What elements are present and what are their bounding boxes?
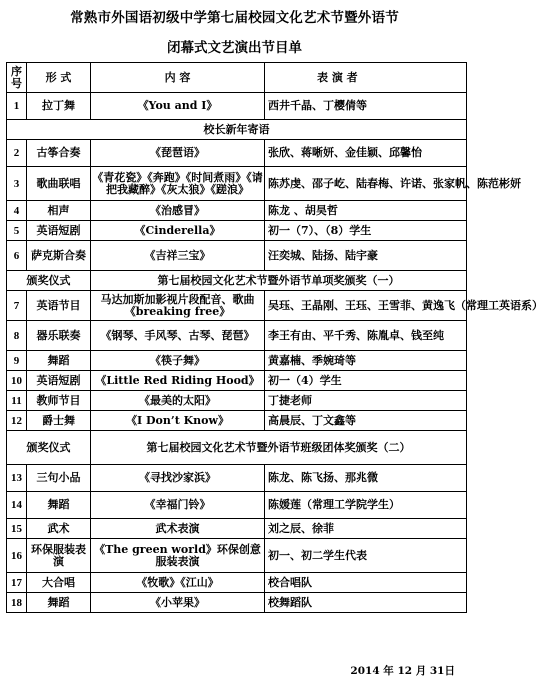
table-row (7, 167, 467, 201)
table-row (7, 221, 467, 241)
document-title: 常熟市外国语初级中学第七届校园文化艺术节暨外语节 (70, 10, 399, 26)
cell-form: 拉丁舞 (27, 93, 91, 120)
table-row (7, 371, 467, 391)
cell-content: 武术表演 (91, 519, 265, 539)
cell-content: 《寻找沙家浜》 (91, 465, 265, 492)
cell-form: 舞蹈 (27, 351, 91, 371)
award-form: 颁奖仪式 (7, 271, 91, 291)
cell-performer: 丁捷老师 (265, 391, 467, 411)
cell-number: 13 (7, 465, 27, 492)
cell-content: 《Little Red Riding Hood》 (91, 371, 265, 391)
cell-performer: 高晨辰、丁文鑫等 (265, 411, 467, 431)
cell-performer: 校舞蹈队 (265, 593, 467, 613)
cell-form: 萨克斯合奏 (27, 241, 91, 271)
cell-form: 三句小品 (27, 465, 91, 492)
cell-content: 《最美的太阳》 (91, 391, 265, 411)
cell-content: 《小苹果》 (91, 593, 265, 613)
cell-form: 舞蹈 (27, 593, 91, 613)
cell-number: 15 (7, 519, 27, 539)
cell-form: 环保服装表演 (27, 539, 91, 573)
award-description: 第七届校园文化艺术节暨外语节单项奖颁奖（一） (91, 271, 467, 291)
header-form: 形 式 (27, 63, 91, 93)
table-row (7, 291, 467, 321)
cell-content: 《Cinderella》 (91, 221, 265, 241)
cell-performer: 刘之辰、徐菲 (265, 519, 467, 539)
cell-content: 《You and I》 (91, 93, 265, 120)
cell-form: 歌曲联唱 (27, 167, 91, 201)
section-label: 校长新年寄语 (7, 120, 467, 140)
section-row (7, 120, 467, 140)
cell-content: 《钢琴、手风琴、古琴、琵琶》 (91, 321, 265, 351)
cell-performer: 陈龙 、胡昊哲 (265, 201, 467, 221)
cell-performer: 李王有由、平千秀、陈胤卓、钱至纯 (265, 321, 467, 351)
cell-number: 2 (7, 140, 27, 167)
cell-number: 10 (7, 371, 27, 391)
cell-content: 马达加斯加影视片段配音、歌曲《breaking free》 (91, 291, 265, 321)
table-row (7, 391, 467, 411)
cell-form: 大合唱 (27, 573, 91, 593)
cell-form: 舞蹈 (27, 492, 91, 519)
cell-form: 器乐联奏 (27, 321, 91, 351)
cell-form: 武术 (27, 519, 91, 539)
cell-content: 《筷子舞》 (91, 351, 265, 371)
cell-content: 《幸福门铃》 (91, 492, 265, 519)
table-row (7, 593, 467, 613)
header-performer: 表 演 者 (265, 63, 467, 93)
cell-performer: 校合唱队 (265, 573, 467, 593)
award-row (7, 431, 467, 465)
cell-form: 英语节目 (27, 291, 91, 321)
program-date: 2014 年 12 月 31日 (350, 665, 455, 677)
cell-form: 爵士舞 (27, 411, 91, 431)
cell-form: 古筝合奏 (27, 140, 91, 167)
cell-content: 《琵琶语》 (91, 140, 265, 167)
cell-performer: 初一（4）学生 (265, 371, 467, 391)
cell-form: 教师节目 (27, 391, 91, 411)
cell-performer: 吴珏、王晶刚、王珏、王雪菲、黄逸飞（常理工英语系） (265, 291, 467, 321)
cell-performer: 黄嘉楠、季婉琦等 (265, 351, 467, 371)
cell-content: 《牧歌》《江山》 (91, 573, 265, 593)
header-content: 内 容 (91, 63, 265, 93)
cell-form: 相声 (27, 201, 91, 221)
table-row (7, 539, 467, 573)
cell-number: 11 (7, 391, 27, 411)
cell-number: 5 (7, 221, 27, 241)
cell-number: 9 (7, 351, 27, 371)
cell-number: 12 (7, 411, 27, 431)
cell-number: 16 (7, 539, 27, 573)
table-row (7, 201, 467, 221)
document-subtitle: 闭幕式文艺演出节目单 (167, 40, 302, 56)
cell-number: 18 (7, 593, 27, 613)
table-row (7, 321, 467, 351)
cell-content: 《治感冒》 (91, 201, 265, 221)
cell-form: 英语短剧 (27, 371, 91, 391)
cell-number: 1 (7, 93, 27, 120)
table-row (7, 519, 467, 539)
program-table (6, 62, 543, 613)
table-header-row (7, 63, 467, 93)
table-row (7, 140, 467, 167)
cell-number: 6 (7, 241, 27, 271)
header-no: 序号 (7, 63, 27, 93)
award-description: 第七届校园文化艺术节暨外语节班级团体奖颁奖（二） (91, 431, 467, 465)
cell-number: 7 (7, 291, 27, 321)
cell-number: 4 (7, 201, 27, 221)
cell-performer: 初一（7）、（8）学生 (265, 221, 467, 241)
cell-performer: 西井千晶、丁樱倩等 (265, 93, 467, 120)
cell-number: 8 (7, 321, 27, 351)
award-form: 颁奖仪式 (7, 431, 91, 465)
award-row (7, 271, 467, 291)
cell-content: 《I Don’t Know》 (91, 411, 265, 431)
table-row (7, 411, 467, 431)
table-body (7, 93, 543, 613)
cell-content: 《吉祥三宝》 (91, 241, 265, 271)
table-row (7, 573, 467, 593)
table-row (7, 351, 467, 371)
cell-number: 3 (7, 167, 27, 201)
table-row (7, 241, 467, 271)
cell-performer: 初一、初二学生代表 (265, 539, 467, 573)
cell-content: 《The green world》环保创意服装表演 (91, 539, 265, 573)
cell-performer: 陈苏虔、邵子屹、陆春梅、许诺、张家帆、陈范彬妍 (265, 167, 467, 201)
cell-performer: 陈龙、陈飞扬、那兆微 (265, 465, 467, 492)
cell-number: 17 (7, 573, 27, 593)
cell-performer: 陈媛莲（常理工学院学生） (265, 492, 467, 519)
cell-number: 14 (7, 492, 27, 519)
cell-performer: 汪奕城、陆扬、陆宇豪 (265, 241, 467, 271)
table-row (7, 93, 467, 120)
cell-performer: 张欣、蒋晰妍、金佳颖、邱馨怡 (265, 140, 467, 167)
table-row (7, 492, 467, 519)
cell-content: 《青花瓷》《奔跑》《时间煮雨》《请把我藏醉》《灰太狼》《蹉浪》 (91, 167, 265, 201)
cell-form: 英语短剧 (27, 221, 91, 241)
table-row (7, 465, 467, 492)
